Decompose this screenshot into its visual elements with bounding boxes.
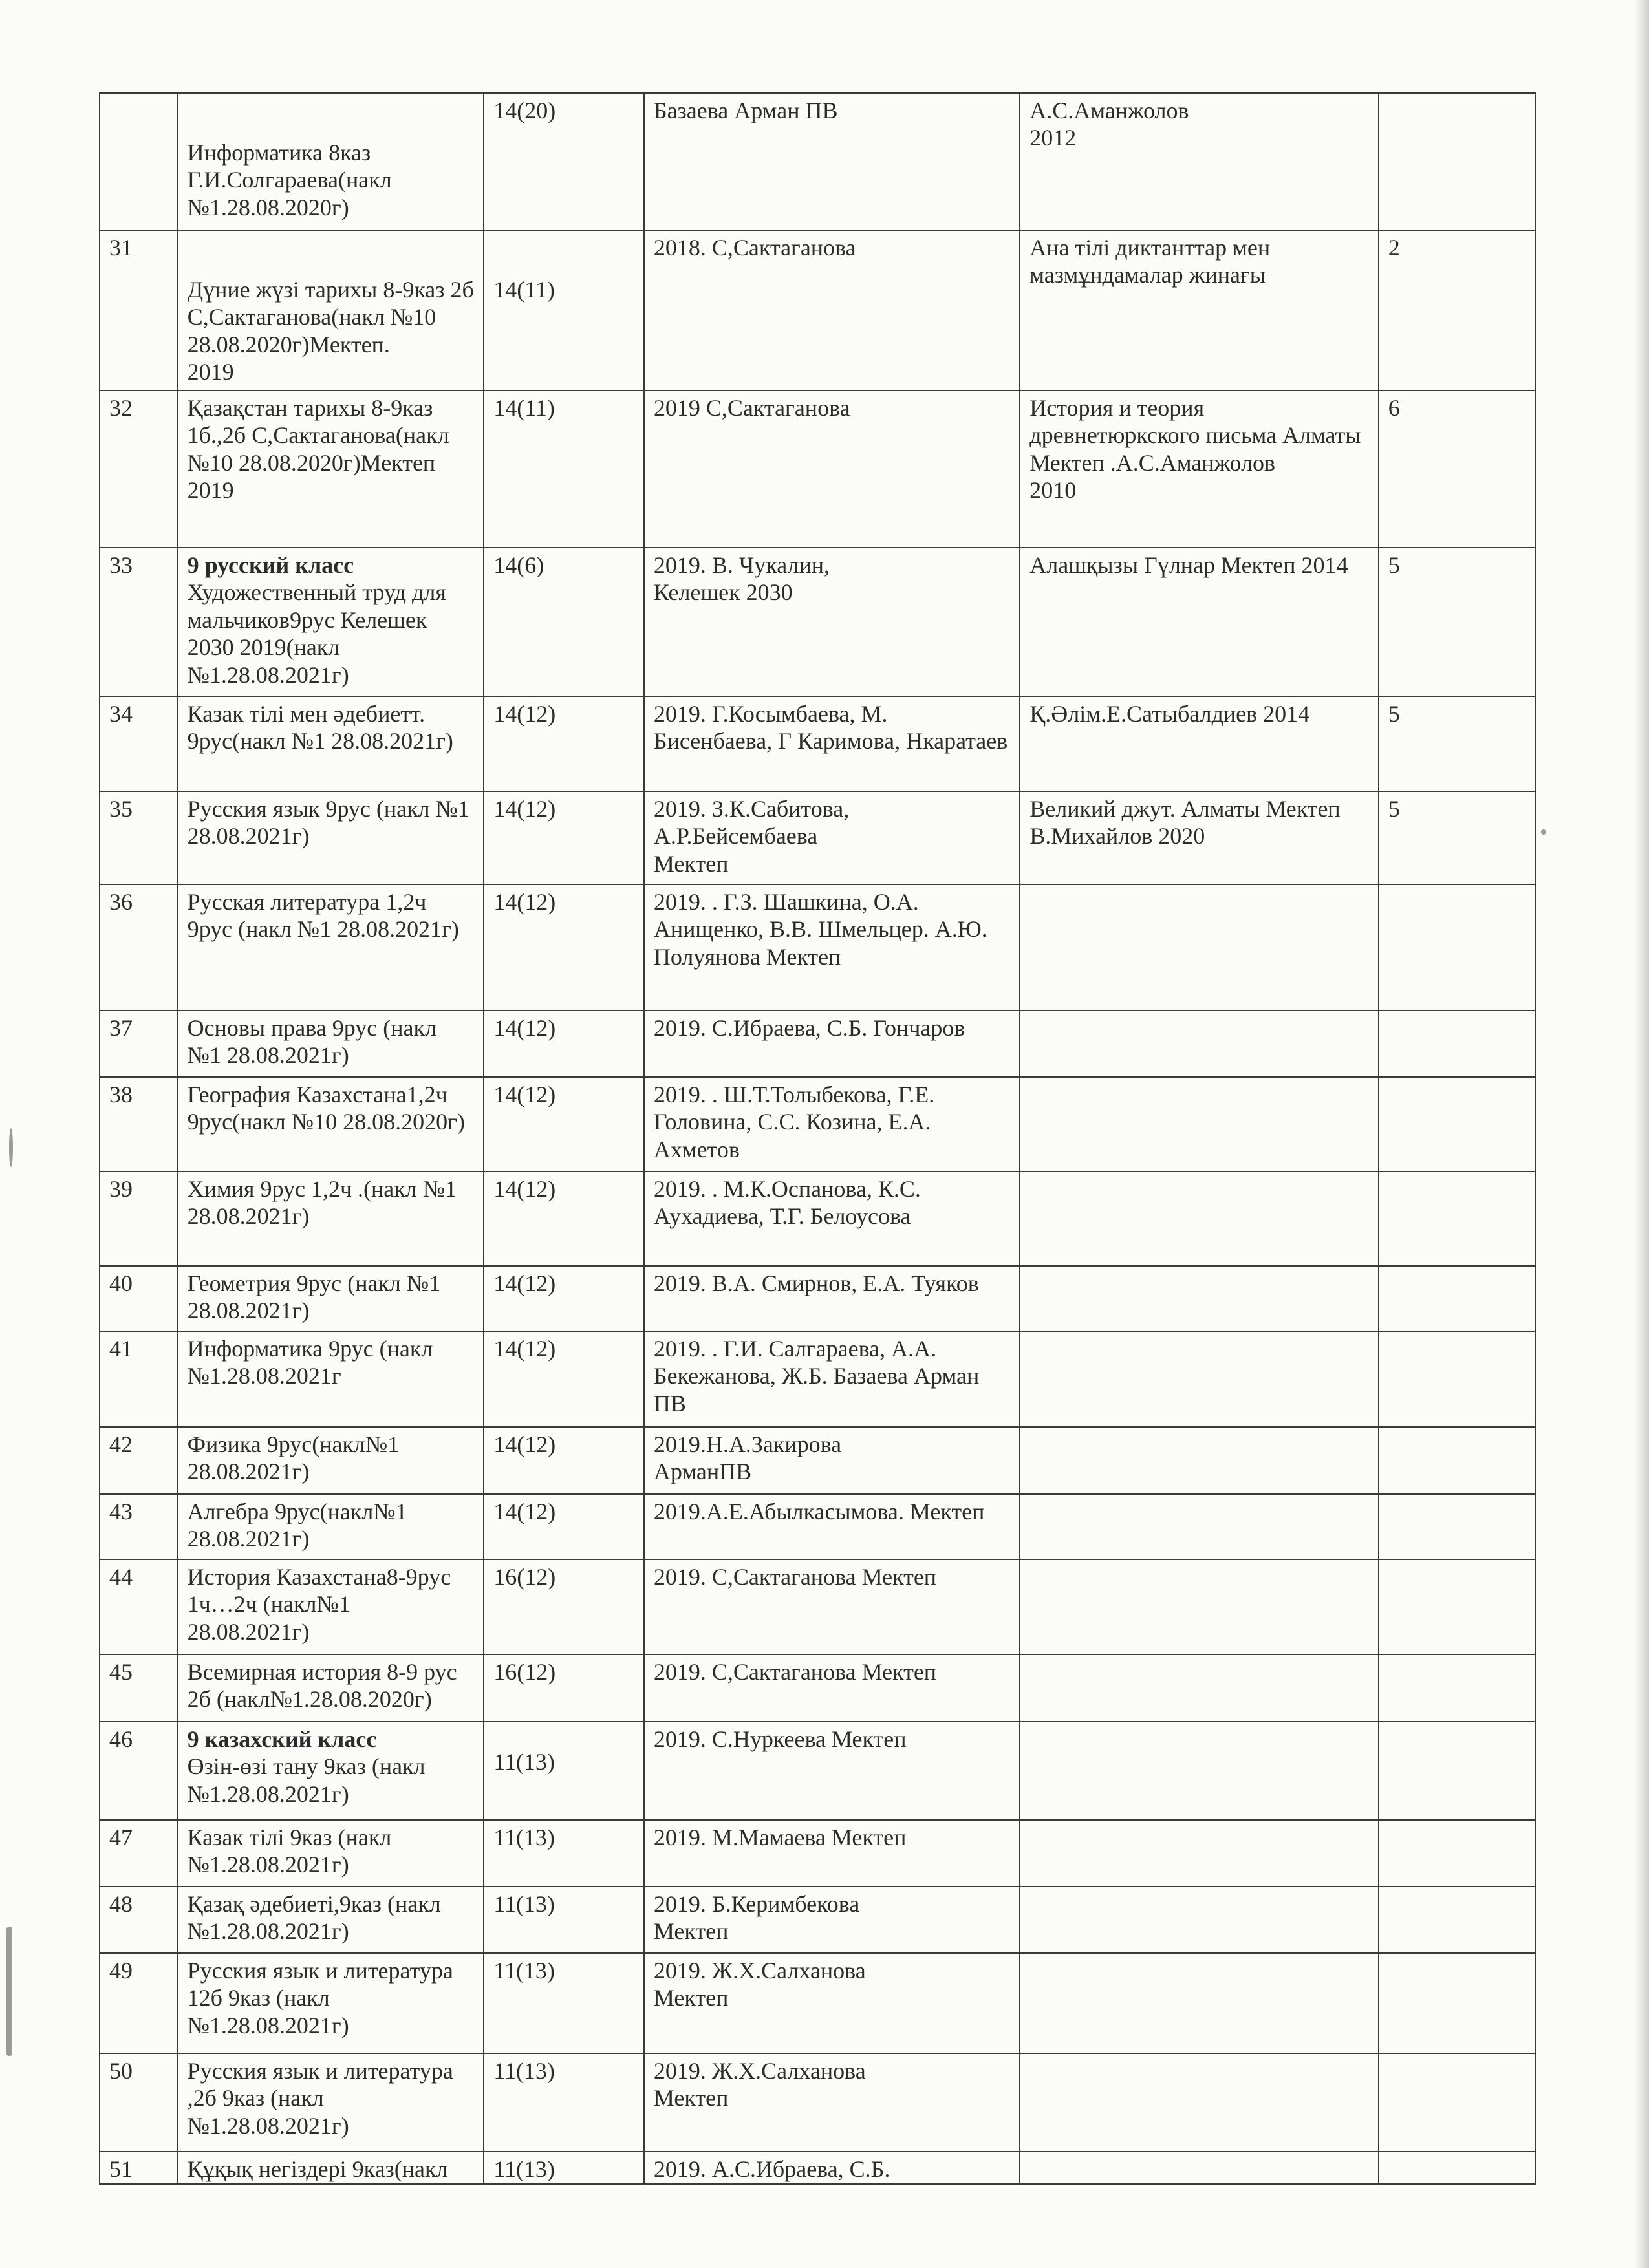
copy-count-cell <box>1379 230 1535 390</box>
subject-title-cell <box>178 548 484 696</box>
hours-text: 14(11) <box>493 277 555 303</box>
extra-book-cell <box>1020 1077 1378 1171</box>
copy-count-cell <box>1379 2053 1535 2152</box>
copy-count-text: 5 <box>1388 796 1400 822</box>
copy-count-cell <box>1379 696 1535 791</box>
author-cell <box>644 1722 1020 1820</box>
copy-count-cell <box>1379 1887 1535 1953</box>
row-number-text: 32 <box>109 395 133 421</box>
copy-count-text: 5 <box>1388 552 1400 578</box>
subject-title-text: Қазақ әдебиеті,9каз (накл №1.28.08.2021г) <box>187 1891 441 1945</box>
row-number-text: 39 <box>109 1176 133 1202</box>
extra-book-cell <box>1020 390 1378 548</box>
author-text: 2019. А.С.Ибраева, С.Б. <box>653 2156 890 2182</box>
copy-count-cell <box>1379 1953 1535 2053</box>
subject-title-text: Химия 9рус 1,2ч .(накл №1 28.08.2021г) <box>187 1176 457 1230</box>
hours-text: 14(12) <box>493 1336 556 1362</box>
hours-text: 14(12) <box>493 1176 556 1202</box>
table-row <box>100 390 1535 548</box>
hours-cell <box>484 1494 644 1559</box>
row-number-text: 44 <box>109 1564 133 1590</box>
row-number-cell <box>100 1171 178 1266</box>
subject-title-text: Дүние жүзі тарихы 8-9каз 2б С,Сактаганова(накл №10 28.08.2020г)Мектеп. 2019 <box>187 277 474 385</box>
row-number-text: 48 <box>109 1891 133 1917</box>
extra-book-cell <box>1020 1171 1378 1266</box>
row-number-cell <box>100 93 178 230</box>
extra-book-cell <box>1020 1011 1378 1077</box>
copy-count-cell <box>1379 1077 1535 1171</box>
subject-title-text: Информатика 9рус (накл №1.28.08.2021г <box>187 1336 433 1389</box>
row-number-cell <box>100 1427 178 1494</box>
table-row <box>100 2152 1535 2184</box>
hours-text: 16(12) <box>493 1564 556 1590</box>
hours-text: 14(12) <box>493 889 556 915</box>
row-number-text: 41 <box>109 1336 133 1362</box>
table-row <box>100 230 1535 390</box>
scan-shadow-edge <box>1635 0 1649 2268</box>
copy-count-text: 2 <box>1388 235 1400 261</box>
author-cell <box>644 230 1020 390</box>
copy-count-cell <box>1379 1820 1535 1887</box>
hours-cell <box>484 93 644 230</box>
table-row <box>100 1953 1535 2053</box>
row-number-text: 40 <box>109 1270 133 1296</box>
row-number-text: 45 <box>109 1659 133 1685</box>
row-number-text: 37 <box>109 1015 133 1041</box>
subject-title-cell <box>178 696 484 791</box>
hours-cell <box>484 884 644 1011</box>
subject-title-text: Русская литература 1,2ч 9рус (накл №1 28.08.2021г) <box>187 889 459 943</box>
extra-book-cell <box>1020 791 1378 884</box>
extra-book-cell <box>1020 2053 1378 2152</box>
subject-title-cell <box>178 230 484 390</box>
extra-book-text: Қ.Әлім.Е.Сатыбалдиев 2014 <box>1029 701 1310 727</box>
hours-cell <box>484 1266 644 1331</box>
subject-title-text: Художественный труд для мальчиков9рус Келешек 2030 2019(накл №1.28.08.2021г) <box>187 579 446 688</box>
table-row <box>100 1077 1535 1171</box>
subject-title-text: Өзін-өзі тану 9каз (накл №1.28.08.2021г) <box>187 1753 426 1807</box>
hours-cell <box>484 230 644 390</box>
row-number-text: 33 <box>109 552 133 578</box>
subject-title-text: География Казахстана1,2ч 9рус(накл №10 28.08.2020г) <box>187 1082 465 1135</box>
subject-title-cell <box>178 1427 484 1494</box>
subject-title-cell <box>178 93 484 230</box>
author-text: 2019. . Г.З. Шашкина, О.А. Анищенко, В.В. Шмельцер. А.Ю. Полуянова Мектеп <box>653 889 987 970</box>
author-cell <box>644 1820 1020 1887</box>
author-text: 2019. С,Сактаганова Мектеп <box>653 1564 937 1590</box>
row-number-cell <box>100 1077 178 1171</box>
row-number-text: 49 <box>109 1958 133 1984</box>
hours-text: 11(13) <box>493 2156 555 2182</box>
hours-text: 14(12) <box>493 1499 556 1524</box>
hours-text: 14(20) <box>493 98 556 123</box>
row-number-text: 36 <box>109 889 133 915</box>
copy-count-cell <box>1379 1654 1535 1722</box>
subject-title-text: Русския язык и литература 12б 9каз (накл №1.28.08.2021г) <box>187 1958 453 2038</box>
author-cell <box>644 1077 1020 1171</box>
subject-title-text: Всемирная история 8-9 рус 2б (накл№1.28.08.2020г) <box>187 1659 457 1713</box>
hours-text: 11(13) <box>493 2058 555 2084</box>
row-number-text: 51 <box>109 2156 133 2182</box>
author-text: 2018. С,Сактаганова <box>653 235 856 261</box>
hours-cell <box>484 1722 644 1820</box>
extra-book-cell <box>1020 1427 1378 1494</box>
row-number-text: 42 <box>109 1431 133 1457</box>
table-row <box>100 93 1535 230</box>
hours-text: 14(12) <box>493 1082 556 1107</box>
row-number-cell <box>100 390 178 548</box>
author-cell <box>644 390 1020 548</box>
author-cell <box>644 548 1020 696</box>
author-text: 2019.А.Е.Абылкасымова. Мектеп <box>653 1499 985 1524</box>
copy-count-cell <box>1379 2152 1535 2184</box>
subject-title-cell <box>178 390 484 548</box>
hours-text: 14(12) <box>493 1431 556 1457</box>
copy-count-cell <box>1379 791 1535 884</box>
textbook-table <box>99 92 1536 2185</box>
extra-book-cell <box>1020 93 1378 230</box>
author-text: 2019. С,Сактаганова Мектеп <box>653 1659 937 1685</box>
hours-cell <box>484 1077 644 1171</box>
copy-count-cell <box>1379 1171 1535 1266</box>
hours-text: 14(12) <box>493 1015 556 1041</box>
hours-cell <box>484 696 644 791</box>
copy-count-cell <box>1379 1559 1535 1654</box>
hours-cell <box>484 1331 644 1427</box>
hours-text: 11(13) <box>493 1958 555 1984</box>
copy-count-cell <box>1379 1494 1535 1559</box>
hours-cell <box>484 1427 644 1494</box>
table-row <box>100 791 1535 884</box>
row-number-text: 46 <box>109 1726 133 1752</box>
extra-book-text: А.С.Аманжолов 2012 <box>1029 98 1189 151</box>
table-row <box>100 1494 1535 1559</box>
row-number-cell <box>100 1820 178 1887</box>
subject-title-cell <box>178 1559 484 1654</box>
author-text: 2019. З.К.Сабитова, А.Р.Бейсембаева Мектеп <box>653 796 850 877</box>
author-cell <box>644 93 1020 230</box>
row-number-text: 47 <box>109 1824 133 1850</box>
author-cell <box>644 1427 1020 1494</box>
subject-title-cell <box>178 1171 484 1266</box>
author-cell <box>644 2152 1020 2184</box>
subject-title-cell <box>178 1820 484 1887</box>
row-number-cell <box>100 230 178 390</box>
author-text: 2019. В. Чукалин, Келешек 2030 <box>653 552 830 606</box>
subject-title-text: Казак тілі 9каз (накл №1.28.08.2021г) <box>187 1824 392 1878</box>
author-cell <box>644 1011 1020 1077</box>
author-text: 2019. С.Ибраева, С.Б. Гончаров <box>653 1015 965 1041</box>
author-cell <box>644 1559 1020 1654</box>
subject-title-text: Основы права 9рус (накл №1 28.08.2021г) <box>187 1015 436 1069</box>
hours-text: 14(12) <box>493 701 556 727</box>
subject-title-text: История Казахстана8-9рус 1ч…2ч (накл№1 28.08.2021г) <box>187 1564 451 1645</box>
subject-title-cell <box>178 1011 484 1077</box>
copy-count-text: 5 <box>1388 701 1400 727</box>
extra-book-cell <box>1020 230 1378 390</box>
extra-book-cell <box>1020 1820 1378 1887</box>
table-row <box>100 1331 1535 1427</box>
row-number-cell <box>100 1011 178 1077</box>
extra-book-cell <box>1020 1887 1378 1953</box>
copy-count-cell <box>1379 548 1535 696</box>
subject-title-cell <box>178 1077 484 1171</box>
hours-text: 11(13) <box>493 1891 555 1917</box>
author-cell <box>644 1266 1020 1331</box>
row-number-cell <box>100 2152 178 2184</box>
extra-book-cell <box>1020 1494 1378 1559</box>
scan-speck <box>6 1927 12 2056</box>
hours-text: 14(6) <box>493 552 544 578</box>
extra-book-cell <box>1020 884 1378 1011</box>
author-text: 2019. Б.Керимбекова Мектеп <box>653 1891 860 1945</box>
subject-title-cell <box>178 1654 484 1722</box>
table-row <box>100 1654 1535 1722</box>
row-number-cell <box>100 2053 178 2152</box>
row-number-cell <box>100 791 178 884</box>
subject-title-cell <box>178 1494 484 1559</box>
row-number-text: 38 <box>109 1082 133 1107</box>
extra-book-text: Великий джут. Алматы Мектеп В.Михайлов 2020 <box>1029 796 1341 850</box>
author-text: 2019. Г.Косымбаева, М. Бисенбаева, Г Каримова, Нкаратаев <box>653 701 1008 754</box>
copy-count-cell <box>1379 1722 1535 1820</box>
author-cell <box>644 1331 1020 1427</box>
copy-count-cell <box>1379 1011 1535 1077</box>
table-row <box>100 1266 1535 1331</box>
table-row <box>100 1722 1535 1820</box>
copy-count-text: 6 <box>1388 395 1400 421</box>
row-number-cell <box>100 1722 178 1820</box>
author-cell <box>644 696 1020 791</box>
subject-title-text: Физика 9рус(накл№1 28.08.2021г) <box>187 1431 400 1485</box>
extra-book-cell <box>1020 1722 1378 1820</box>
author-cell <box>644 884 1020 1011</box>
author-text: 2019 С,Сактаганова <box>653 395 850 421</box>
subject-title-text: Информатика 8каз Г.И.Солгараева(накл №1.28.08.2020г) <box>187 140 392 220</box>
table-row <box>100 884 1535 1011</box>
copy-count-cell <box>1379 1427 1535 1494</box>
author-text: 2019. . Ш.Т.Толыбекова, Г.Е. Головина, С.С. Козина, Е.А. Ахметов <box>653 1082 935 1162</box>
row-number-cell <box>100 1953 178 2053</box>
hours-cell <box>484 1171 644 1266</box>
row-number-cell <box>100 696 178 791</box>
author-cell <box>644 1494 1020 1559</box>
extra-book-cell <box>1020 548 1378 696</box>
table-row <box>100 1820 1535 1887</box>
row-number-cell <box>100 1266 178 1331</box>
subject-title-text: Геометрия 9рус (накл №1 28.08.2021г) <box>187 1270 441 1324</box>
row-number-cell <box>100 1654 178 1722</box>
author-cell <box>644 2053 1020 2152</box>
row-number-cell <box>100 1887 178 1953</box>
hours-cell <box>484 2053 644 2152</box>
subject-title-cell <box>178 1722 484 1820</box>
row-number-cell <box>100 1331 178 1427</box>
hours-text: 11(13) <box>493 1824 555 1850</box>
scan-speck <box>1541 829 1546 835</box>
subject-title-cell <box>178 1887 484 1953</box>
hours-cell <box>484 1011 644 1077</box>
extra-book-cell <box>1020 1266 1378 1331</box>
subject-title-cell <box>178 2152 484 2184</box>
hours-cell <box>484 1887 644 1953</box>
hours-cell <box>484 1559 644 1654</box>
extra-book-text: История и теория древнетюркского письма Алматы Мектеп .А.С.Аманжолов 2010 <box>1029 395 1361 504</box>
section-heading: 9 русский класс <box>187 552 354 578</box>
author-text: 2019. М.Мамаева Мектеп <box>653 1824 907 1850</box>
extra-book-cell <box>1020 1331 1378 1427</box>
copy-count-cell <box>1379 390 1535 548</box>
table-row <box>100 2053 1535 2152</box>
hours-cell <box>484 390 644 548</box>
copy-count-cell <box>1379 884 1535 1011</box>
hours-cell <box>484 1820 644 1887</box>
hours-text: 16(12) <box>493 1659 556 1685</box>
author-cell <box>644 1953 1020 2053</box>
table-row <box>100 1559 1535 1654</box>
extra-book-cell <box>1020 1654 1378 1722</box>
author-text: 2019. Ж.Х.Салханова Мектеп <box>653 2058 866 2112</box>
row-number-text: 50 <box>109 2058 133 2084</box>
extra-book-text: Алашқызы Гүлнар Мектеп 2014 <box>1029 552 1348 578</box>
row-number-cell <box>100 1494 178 1559</box>
table-row <box>100 1427 1535 1494</box>
hours-cell <box>484 1953 644 2053</box>
extra-book-text: Ана тілі диктанттар мен мазмұндамалар жинағы <box>1029 235 1271 288</box>
author-cell <box>644 791 1020 884</box>
author-text: 2019. . Г.И. Салгараева, А.А. Бекежанова, Ж.Б. Базаева Арман ПВ <box>653 1336 980 1417</box>
author-text: Базаева Арман ПВ <box>653 98 838 123</box>
table-row <box>100 548 1535 696</box>
table-row <box>100 1171 1535 1266</box>
subject-title-cell <box>178 1266 484 1331</box>
row-number-cell <box>100 1559 178 1654</box>
subject-title-cell <box>178 791 484 884</box>
extra-book-cell <box>1020 696 1378 791</box>
table-row <box>100 1011 1535 1077</box>
hours-cell <box>484 2152 644 2184</box>
subject-title-cell <box>178 2053 484 2152</box>
copy-count-cell <box>1379 93 1535 230</box>
author-cell <box>644 1654 1020 1722</box>
author-text: 2019. В.А. Смирнов, Е.А. Туяков <box>653 1270 979 1296</box>
hours-text: 14(12) <box>493 1270 556 1296</box>
table-body <box>100 93 1535 2184</box>
subject-title-cell <box>178 884 484 1011</box>
author-text: 2019.Н.А.Закирова АрманПВ <box>653 1431 842 1485</box>
table-row <box>100 696 1535 791</box>
hours-cell <box>484 791 644 884</box>
row-number-text: 43 <box>109 1499 133 1524</box>
subject-title-text: Құқық негіздері 9каз(накл <box>187 2156 448 2182</box>
subject-title-cell <box>178 1953 484 2053</box>
subject-title-text: Русския язык и литература ,2б 9каз (накл №1.28.08.2021г) <box>187 2058 453 2139</box>
subject-title-text: Алгебра 9рус(накл№1 28.08.2021г) <box>187 1499 407 1552</box>
scan-speck <box>9 1128 13 1167</box>
extra-book-cell <box>1020 1559 1378 1654</box>
table-row <box>100 1887 1535 1953</box>
extra-book-cell <box>1020 1953 1378 2053</box>
hours-text: 14(11) <box>493 395 555 421</box>
row-number-cell <box>100 548 178 696</box>
row-number-text: 35 <box>109 796 133 822</box>
subject-title-text: Русския язык 9рус (накл №1 28.08.2021г) <box>187 796 469 850</box>
row-number-text: 34 <box>109 701 133 727</box>
author-text: 2019. С.Нуркеева Мектеп <box>653 1726 907 1752</box>
author-text: 2019. . М.К.Оспанова, К.С. Аухадиева, Т.Г. Белоусова <box>653 1176 921 1230</box>
extra-book-cell <box>1020 2152 1378 2184</box>
hours-cell <box>484 1654 644 1722</box>
author-cell <box>644 1887 1020 1953</box>
copy-count-cell <box>1379 1331 1535 1427</box>
section-heading: 9 казахский класс <box>187 1726 377 1752</box>
subject-title-cell <box>178 1331 484 1427</box>
hours-text: 14(12) <box>493 796 556 822</box>
subject-title-text: Казак тілі мен әдебиетт. 9рус(накл №1 28.08.2021г) <box>187 701 453 754</box>
author-text: 2019. Ж.Х.Салханова Мектеп <box>653 1958 866 2011</box>
row-number-text: 31 <box>109 235 133 261</box>
hours-cell <box>484 548 644 696</box>
hours-text: 11(13) <box>493 1749 555 1775</box>
subject-title-text: Қазақстан тарихы 8-9каз 1б.,2б С,Сактаганова(накл №10 28.08.2020г)Мектеп 2019 <box>187 395 449 504</box>
author-cell <box>644 1171 1020 1266</box>
copy-count-cell <box>1379 1266 1535 1331</box>
row-number-cell <box>100 884 178 1011</box>
